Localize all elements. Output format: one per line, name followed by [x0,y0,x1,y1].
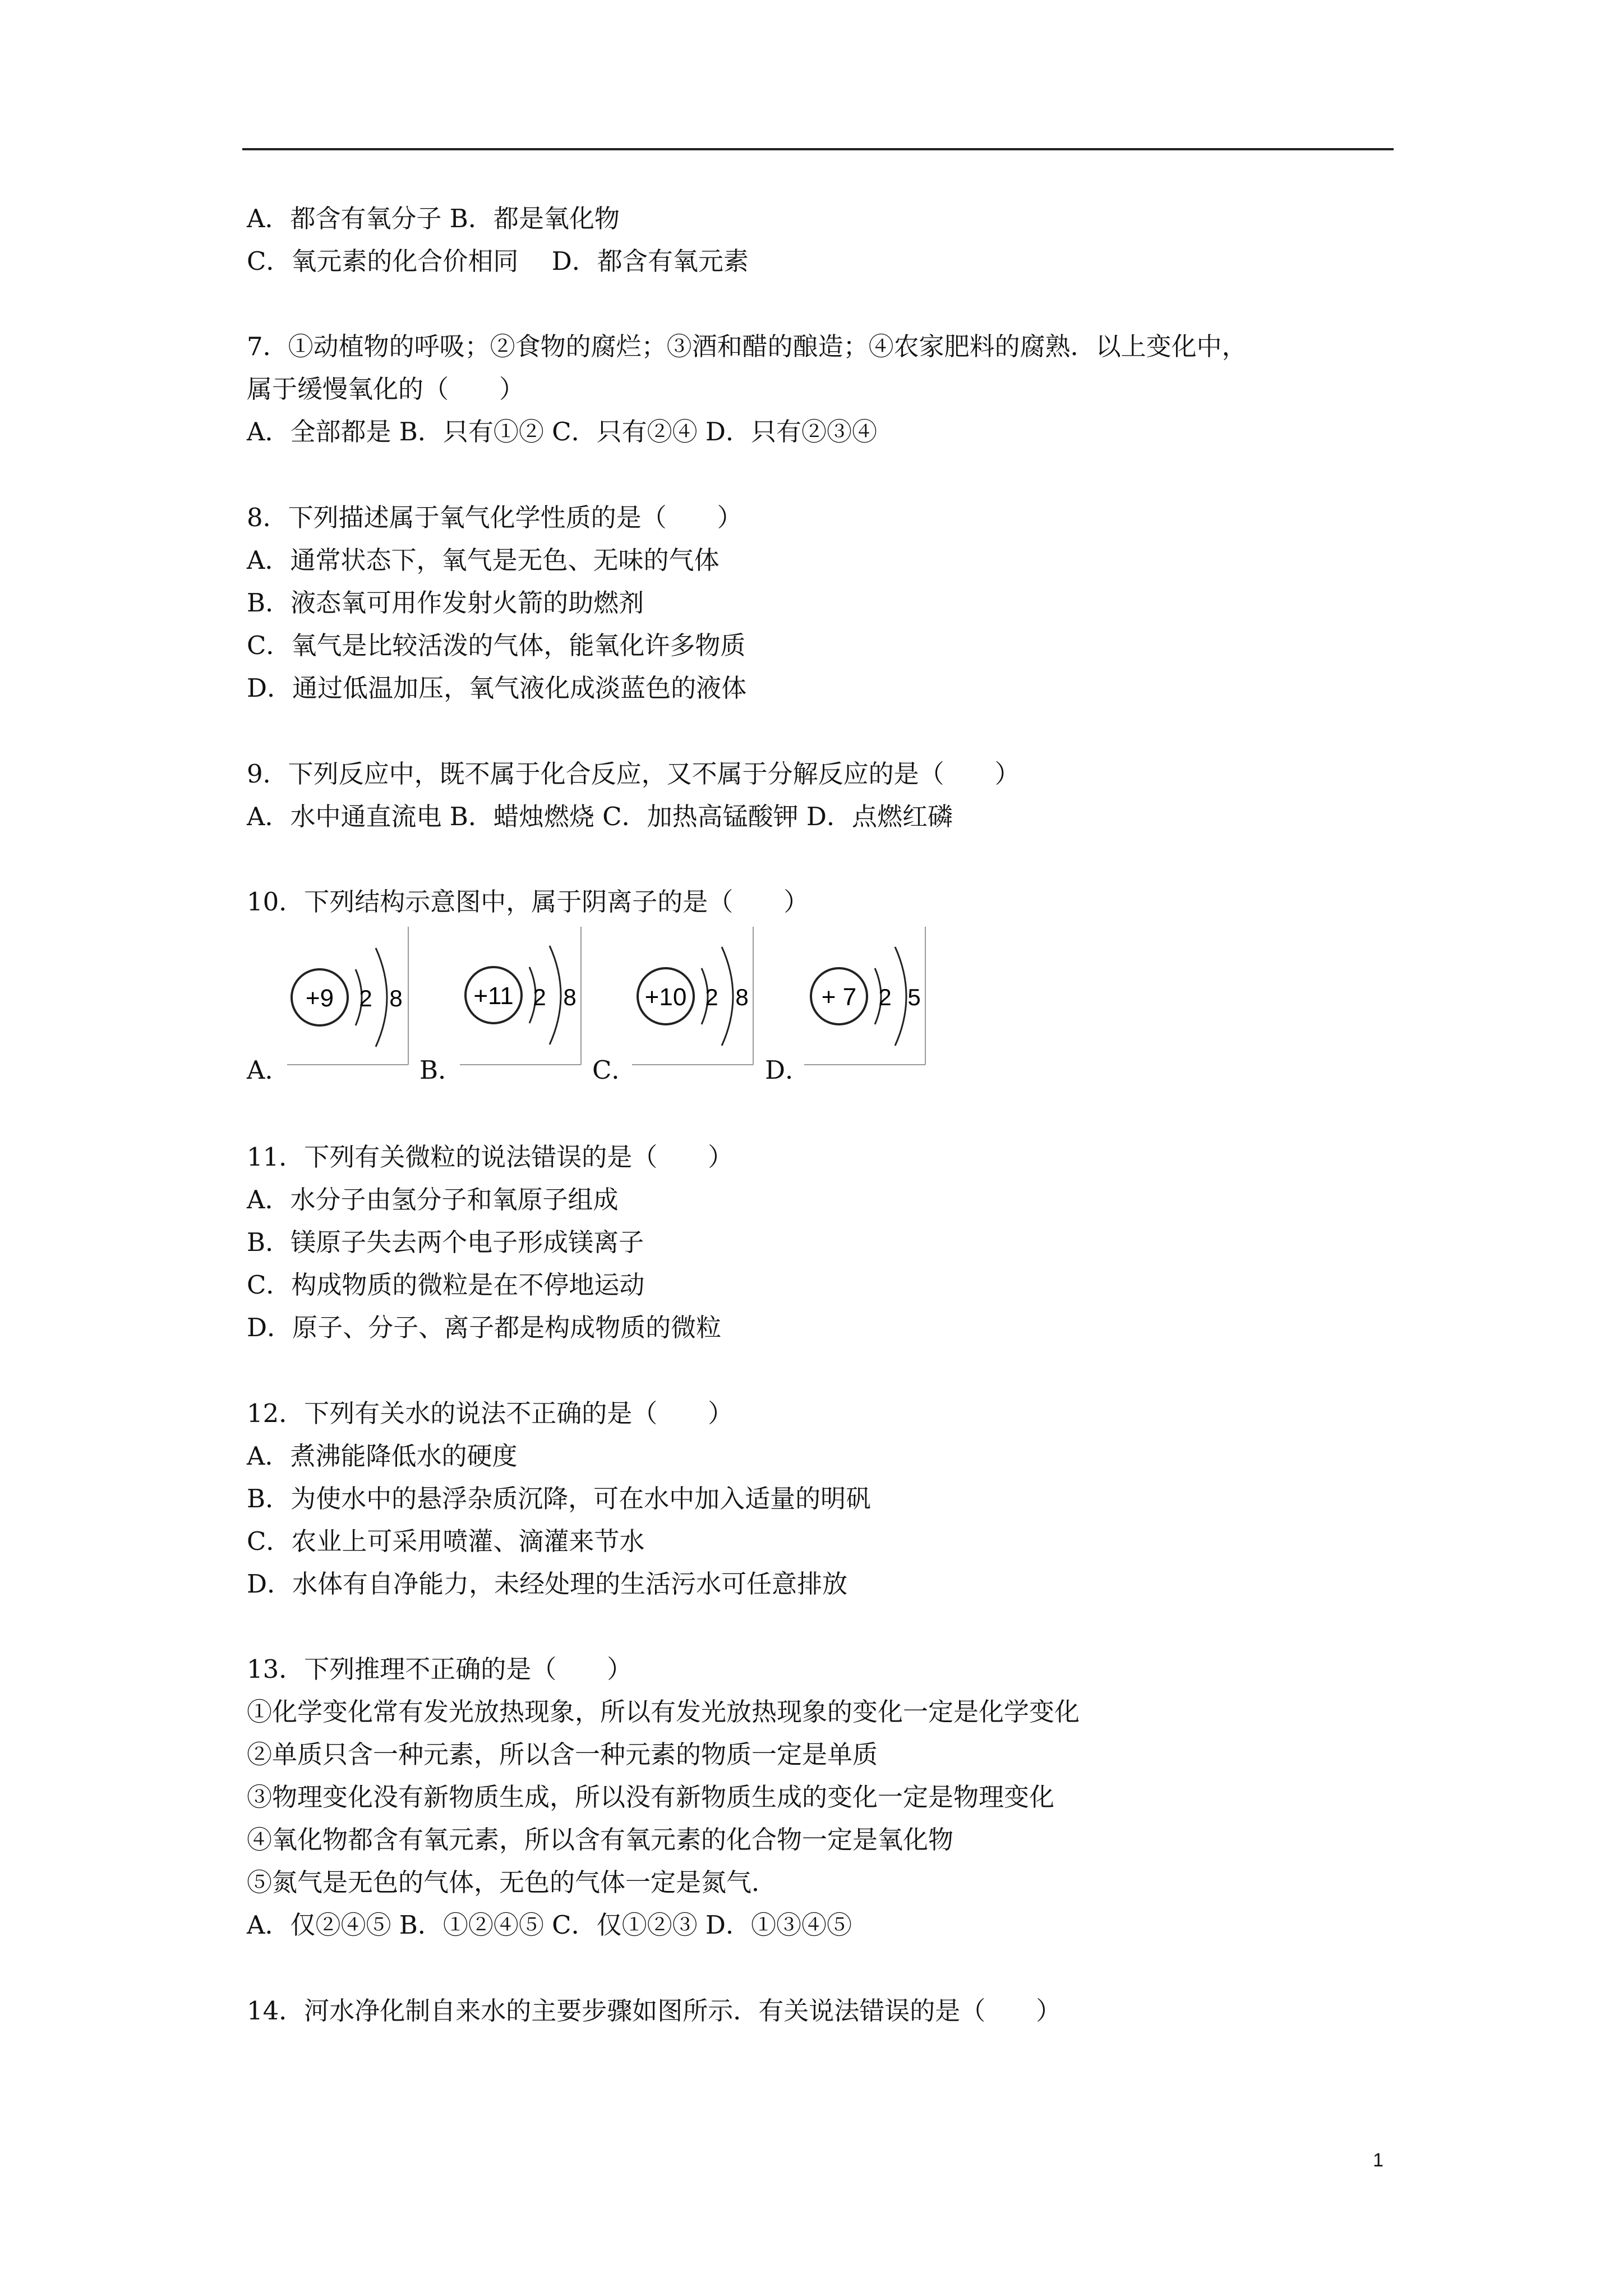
q8-option-d: D．通过低温加压，氧气液化成淡蓝色的液体 [247,673,747,703]
q9-options: A．水中通直流电 B．蜡烛燃烧 C．加热高锰酸钾 D．点燃红磷 [247,802,953,831]
q11-option-c: C．构成物质的微粒是在不停地运动 [247,1270,645,1300]
nucleus-charge: + 7 [821,983,857,1011]
q8-stem: 8．下列描述属于氧气化学性质的是（ ） [247,503,743,532]
q8-option-c: C．氧气是比较活泼的气体，能氧化许多物质 [247,631,746,660]
page-number: 1 [1373,2150,1384,2171]
shell-1-electrons: 2 [705,984,718,1010]
shell-1-electrons: 2 [359,985,372,1011]
q10-stem: 10．下列结构示意图中，属于阴离子的是（ ） [247,887,809,917]
q6-option-line-2: C．氧元素的化合价相同 D．都含有氧元素 [247,246,749,276]
q12-option-c: C．农业上可采用喷灌、滴灌来节水 [247,1526,645,1556]
atom-diagram-c [631,926,754,1066]
q8-option-b: B．液态氧可用作发射火箭的助燃剂 [247,588,644,618]
q8-option-a: A．通常状态下，氧气是无色、无味的气体 [247,545,720,575]
q13-options: A．仅②④⑤ B．①②④⑤ C．仅①②③ D．①③④⑤ [247,1910,852,1940]
shell-2-electrons: 8 [389,985,403,1011]
q7-stem-line-1: 7．①动植物的呼吸；②食物的腐烂；③酒和醋的酿造；④农家肥料的腐熟．以上变化中， [247,332,1247,361]
q13-item-1: ①化学变化常有发光放热现象，所以有发光放热现象的变化一定是化学变化 [247,1697,1080,1727]
shell-1-electrons: 2 [533,984,546,1010]
q11-option-b: B．镁原子失去两个电子形成镁离子 [247,1227,644,1257]
q14-stem: 14．河水净化制自来水的主要步骤如图所示．有关说法错误的是（ ） [247,1996,1062,2026]
q13-item-3: ③物理变化没有新物质生成，所以没有新物质生成的变化一定是物理变化 [247,1782,1055,1812]
shell-2-electrons: 8 [735,984,749,1010]
q7-stem-line-2: 属于缓慢氧化的（ ） [247,374,525,404]
q9-stem: 9．下列反应中，既不属于化合反应，又不属于分解反应的是（ ） [247,759,1020,789]
nucleus-charge: +9 [305,984,334,1012]
q10-option-c-label: C． [592,1055,637,1085]
atom-diagram-b [459,926,582,1066]
q12-option-b: B．为使水中的悬浮杂质沉降，可在水中加入适量的明矾 [247,1484,872,1513]
q7-options: A．全部都是 B．只有①② C．只有②④ D．只有②③④ [247,417,877,447]
header-rule [242,148,1394,150]
q11-stem: 11．下列有关微粒的说法错误的是（ ） [247,1142,734,1172]
q10-option-d-label: D． [765,1055,811,1085]
q12-stem: 12．下列有关水的说法不正确的是（ ） [247,1398,734,1428]
q10-option-a-label: A． [247,1055,291,1085]
q10-option-b-label: B． [419,1055,464,1085]
shell-2-electrons: 8 [563,984,577,1010]
q11-option-d: D．原子、分子、离子都是构成物质的微粒 [247,1313,722,1342]
nucleus-charge: +11 [473,982,514,1010]
nucleus-charge: +10 [644,983,687,1011]
q12-option-d: D．水体有自净能力，未经处理的生活污水可任意排放 [247,1569,848,1599]
q12-option-a: A．煮沸能降低水的硬度 [247,1441,518,1471]
atom-diagram-d [803,926,926,1066]
atom-diagram-a [286,926,409,1066]
q13-item-4: ④氧化物都含有氧元素，所以含有氧元素的化合物一定是氧化物 [247,1825,954,1855]
shell-2-electrons: 5 [907,984,921,1010]
q11-option-a: A．水分子由氢分子和氧原子组成 [247,1185,619,1214]
q13-item-5: ⑤氮气是无色的气体，无色的气体一定是氮气． [247,1867,777,1897]
q6-option-line-1: A．都含有氧分子 B．都是氧化物 [247,204,620,233]
shell-1-electrons: 2 [878,984,892,1010]
q13-item-2: ②单质只含一种元素，所以含一种元素的物质一定是单质 [247,1740,878,1769]
q13-stem: 13．下列推理不正确的是（ ） [247,1654,633,1684]
